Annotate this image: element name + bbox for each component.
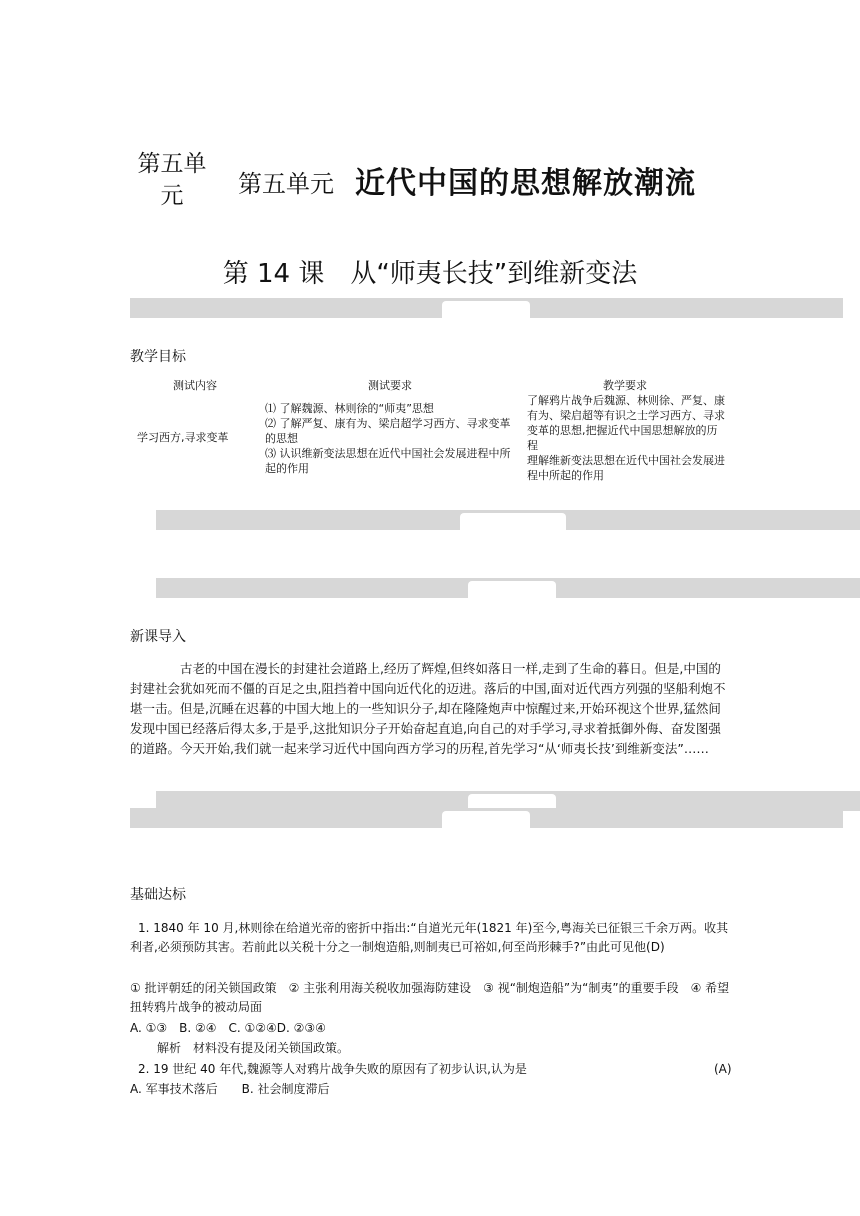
basics-heading: 基础达标 bbox=[130, 887, 186, 903]
intro-heading: 新课导入 bbox=[130, 629, 186, 645]
question-2-choices: A. 军事技术落后 B. 社会制度滞后 bbox=[130, 1082, 330, 1096]
goal-content: 学习西方,寻求变革 bbox=[137, 431, 229, 444]
unit-label: 第五单元 bbox=[238, 170, 334, 198]
question-1-analysis: 解析 材料没有提及闭关锁国政策。 bbox=[157, 1041, 350, 1055]
section-divider bbox=[156, 578, 860, 598]
teaching-item: 理解维新变法思想在近代中国社会发展进程中所起的作用 bbox=[527, 454, 725, 482]
goals-heading: 教学目标 bbox=[130, 349, 186, 365]
unit-side-label: 第五单元 bbox=[137, 151, 207, 209]
question-1-stem: 1. 1840 年 10 月,林则徐在给道光帝的密折中指出:“自道光元年(1821 年)至今,粤海关已征银三千余万两。收其利者,必须预防其害。若前此以关税十分之一制炮造船,则制夷已可裕如,何至尚形棘手?”由此可见他(D) bbox=[130, 921, 729, 954]
question-1-options: ① 批评朝廷的闭关锁国政策 ② 主张利用海关税收加强海防建设 ③ 视“制炮造船”为“制夷”的重要手段 ④ 希望扭转鸦片战争的被动局面 bbox=[130, 981, 730, 1014]
col-header-content: 测试内容 bbox=[173, 379, 217, 392]
intro-paragraph: 古老的中国在漫长的封建社会道路上,经历了辉煌,但终如落日一样,走到了生命的暮日。但是,中国的封建社会犹如死而不僵的百足之虫,阻挡着中国向近代化的迈进。落后的中国,面对近代西方列强的坚船利炮不堪一击。但是,沉睡在迟暮的中国大地上的一些知识分子,却在隆隆炮声中惊醒过来,开始环视这个世界,猛然间发现中国已经落后得太多,于是乎,这批知识分子开始奋起直追,向自己的对手学习,寻求着抵御外侮、奋发图强的道路。今天开始,我们就一起来学习近代中国向西方学习的历程,首先学习“从‘师夷长技’到维新变法”…… bbox=[130, 661, 726, 756]
requirement-item: ⑵ 了解严复、康有为、梁启超学习西方、寻求变革的思想 bbox=[265, 417, 511, 445]
goal-requirements bbox=[265, 401, 515, 476]
col-header-requirements: 测试要求 bbox=[368, 379, 412, 392]
teaching-item: 了解鸦片战争后魏源、林则徐、严复、康有为、梁启超等有识之士学习西方、寻求变革的思想,把握近代中国思想解放的历程 bbox=[527, 394, 725, 452]
section-divider-tab bbox=[442, 811, 530, 828]
col-header-teaching: 教学要求 bbox=[603, 379, 647, 392]
requirement-item: ⑴ 了解魏源、林则徐的“师夷”思想 bbox=[265, 402, 434, 415]
section-divider bbox=[130, 298, 843, 318]
goal-teaching bbox=[527, 393, 727, 483]
question-1-choices: A. ①③ B. ②④ C. ①②④D. ②③④ bbox=[130, 1021, 326, 1035]
section-divider bbox=[156, 510, 860, 530]
section-divider-tab bbox=[468, 581, 556, 598]
section-divider bbox=[130, 808, 843, 828]
unit-title: 近代中国的思想解放潮流 bbox=[355, 166, 696, 201]
question-2-answer: (A) bbox=[714, 1062, 732, 1076]
lesson-title: 第 14 课 从“师夷长技”到维新变法 bbox=[222, 259, 638, 289]
question-2-stem: 2. 19 世纪 40 年代,魏源等人对鸦片战争失败的原因有了初步认识,认为是 bbox=[138, 1062, 527, 1076]
requirement-item: ⑶ 认识维新变法思想在近代中国社会发展进程中所起的作用 bbox=[265, 447, 511, 475]
section-divider-tab bbox=[460, 513, 566, 530]
section-divider-tab bbox=[442, 301, 530, 318]
